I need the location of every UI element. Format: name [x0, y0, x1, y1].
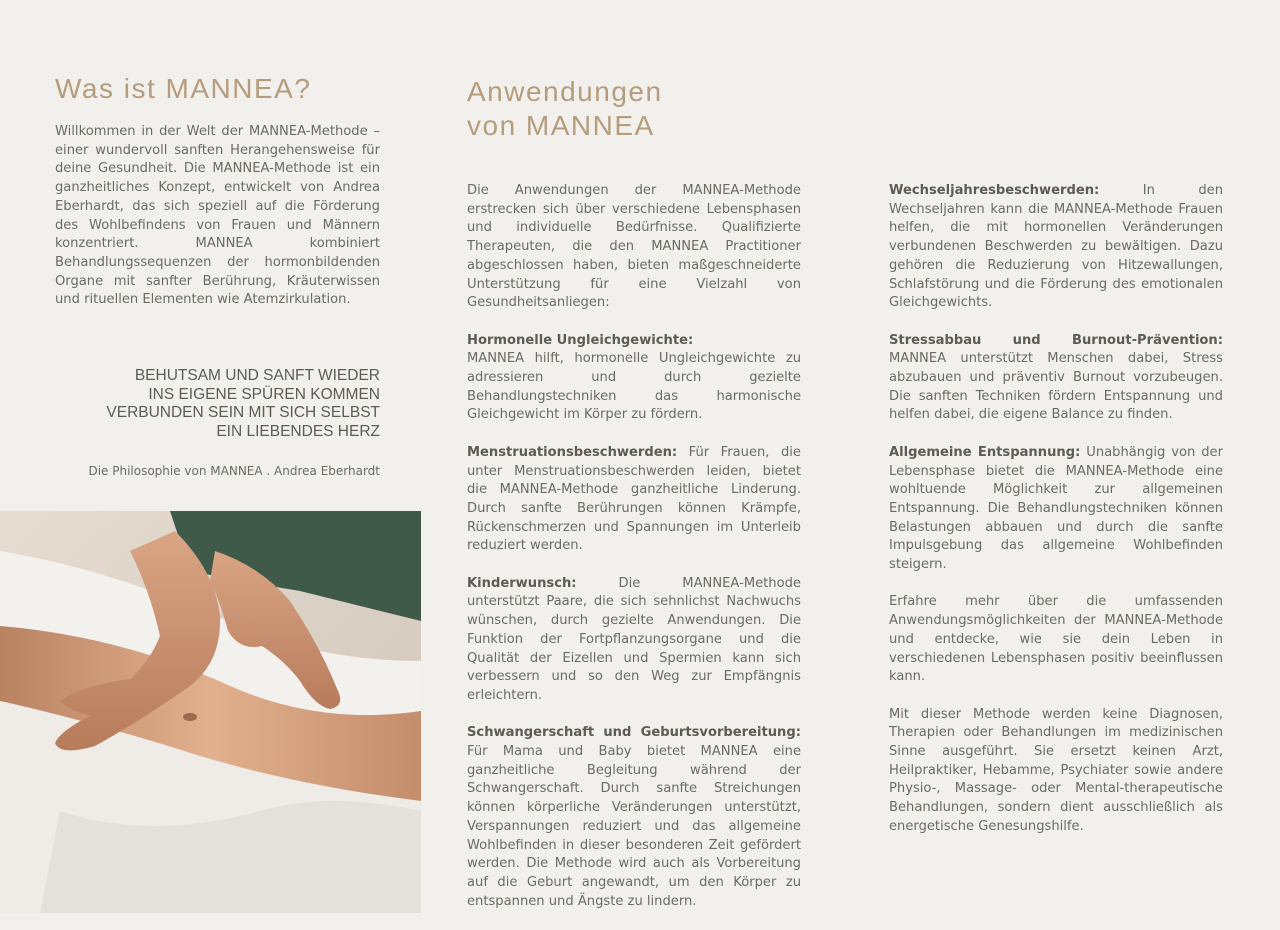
quote-source: Die Philosophie von MANNEA . Andrea Eberhardt	[88, 464, 380, 478]
section-kinderwunsch	[467, 575, 801, 706]
disclaimer-paragraph: Mit dieser Methode werden keine Diagnosen, Therapien oder Behandlungen im medizinischen Sinne ausgeführt. Sie ersetzt keinen Arzt, Heilpraktiker, Hebamme, Psychiater sowie andere Physio-, Massage- oder Mental-therapeutische Behandlungen, sondern dient ausschließlich als energetische Genesungshilfe.	[889, 706, 1223, 834]
section-stressabbau	[889, 332, 1223, 426]
section-text: In den Wechseljahren kann die MANNEA-Methode Frauen helfen, die mit hormonellen Veränderungen verbundenen Beschwerden zu bewältigen. Dazu gehören die Reduzierung von Hitzewallungen, Schlafstörung und die Förderung des emotionalen Gleichgewichts.	[889, 183, 1223, 311]
section-heading: Schwangerschaft und Geburtsvorbereitung:	[467, 725, 801, 741]
philosophy-quote	[55, 367, 380, 441]
section-text: Für Frauen, die unter Menstruationsbeschwerden leiden, bietet die MANNEA-Methode ganzheitliche Linderung. Durch sanfte Berührungen können Krämpfe, Rückenschmerzen und Spannungen im Unterleib reduziert werden.	[467, 444, 801, 554]
middle-intro: Die Anwendungen der MANNEA-Methode erstrecken sich über verschiedene Lebensphasen und individuelle Bedürfnisse. Qualifizierte Therapeuten, die den MANNEA Practitioner abgeschlossen haben, bieten maßgeschneiderte Unterstützung für eine Vielzahl von Gesundheitsanliegen:	[467, 183, 801, 311]
section-heading: Wechseljahresbeschwerden:	[889, 183, 1100, 198]
section-schwangerschaft	[467, 724, 801, 911]
intro-paragraph: Willkommen in der Welt der MANNEA-Methode – einer wundervoll sanften Herangehensweise für deine Gesundheit. Die MANNEA-Methode ist ein ganzheitliches Konzept, entwickelt von Andrea Eberhardt, das sich speziell auf die Förderung des Wohlbefindens von Frauen und Männern konzentriert. MANNEA kombiniert Behandlungssequenzen der hormonbildenden Organe mit sanfter Berührung, Kräuterwissen und rituellen Elementen wie Atemzirkulation.	[55, 124, 380, 308]
section-text: MANNEA hilft, hormonelle Ungleichgewichte zu adressieren und durch gezielte Behandlungstechniken das harmonische Gleichgewicht im Körper zu fördern.	[467, 351, 801, 423]
section-heading: Stressabbau und Burnout-Prävention:	[889, 332, 1223, 348]
title-line: von MANNEA	[467, 110, 655, 141]
quote-line: INS EIGENE SPÜREN KOMMEN	[148, 385, 380, 403]
section-heading: Kinderwunsch:	[467, 575, 577, 591]
intro-text	[55, 123, 380, 329]
section-menstruationsbeschwerden	[467, 444, 801, 556]
section-allgemeine-entspannung	[889, 444, 1223, 575]
page-title-was-ist-mannea: Was ist MANNEA?	[55, 73, 312, 104]
middle-column	[467, 182, 801, 930]
section-wechseljahresbeschwerden	[889, 182, 1223, 313]
quote-line: EIN LIEBENDES HERZ	[216, 422, 380, 440]
section-text: Unabhängig von der Lebensphase bietet die MANNEA-Methode eine wohltuende Möglichkeit zur allgemeinen Entspannung. Die Behandlungstechniken können Belastungen abbauen und durch die sanfte Impulsgebung das allgemeine Wohlbefinden steigern.	[889, 444, 1223, 573]
quote-line: VERBUNDEN SEIN MIT SICH SELBST	[106, 404, 380, 421]
section-heading: Menstruationsbeschwerden:	[467, 444, 678, 460]
section-hormonelle-ungleichgewichte	[467, 332, 801, 426]
section-text: MANNEA unterstützt Menschen dabei, Stress abzubauen und präventiv Burnout vorzubeugen. Die sanften Techniken fördern Entspannung und helfen dabei, die eigene Balance zu finden.	[889, 351, 1223, 423]
quote-line: BEHUTSAM UND SANFT WIEDER	[134, 367, 380, 384]
section-heading: Hormonelle Ungleichgewichte:	[467, 332, 694, 348]
section-text: Für Mama und Baby bietet MANNEA eine ganzheitliche Begleitung während der Schwangerschaft. Durch sanfte Streichungen können körperliche Veränderungen unterstützt, Verspannungen reduziert und das allgemeine Wohlbefinden in dieser besonderen Zeit gefördert werden. Die Methode wird auch als Vorbereitung auf die Geburt angewandt, um den Körper zu entspannen und Ängste zu lindern.	[467, 744, 801, 909]
section-text: Die MANNEA-Methode unterstützt Paare, die sich sehnlichst Nachwuchs wünschen, durch gezielte Anwendungen. Die Funktion der Fortpflanzungsorgane und die Qualität der Eizellen und Spermien kann sich verbessern und so den Weg zur Empfängnis erleichtern.	[467, 575, 801, 703]
right-column	[889, 182, 1223, 855]
massage-photo	[0, 511, 421, 913]
title-line: Anwendungen	[467, 76, 663, 107]
closing-paragraph: Erfahre mehr über die umfassenden Anwendungsmöglichkeiten der MANNEA-Methode und entdecke, wie sie dein Leben in verschiedenen Lebensphasen positiv beeinflussen kann.	[889, 594, 1223, 685]
section-heading: Allgemeine Entspannung:	[889, 444, 1081, 460]
section-title-anwendungen	[467, 75, 797, 143]
